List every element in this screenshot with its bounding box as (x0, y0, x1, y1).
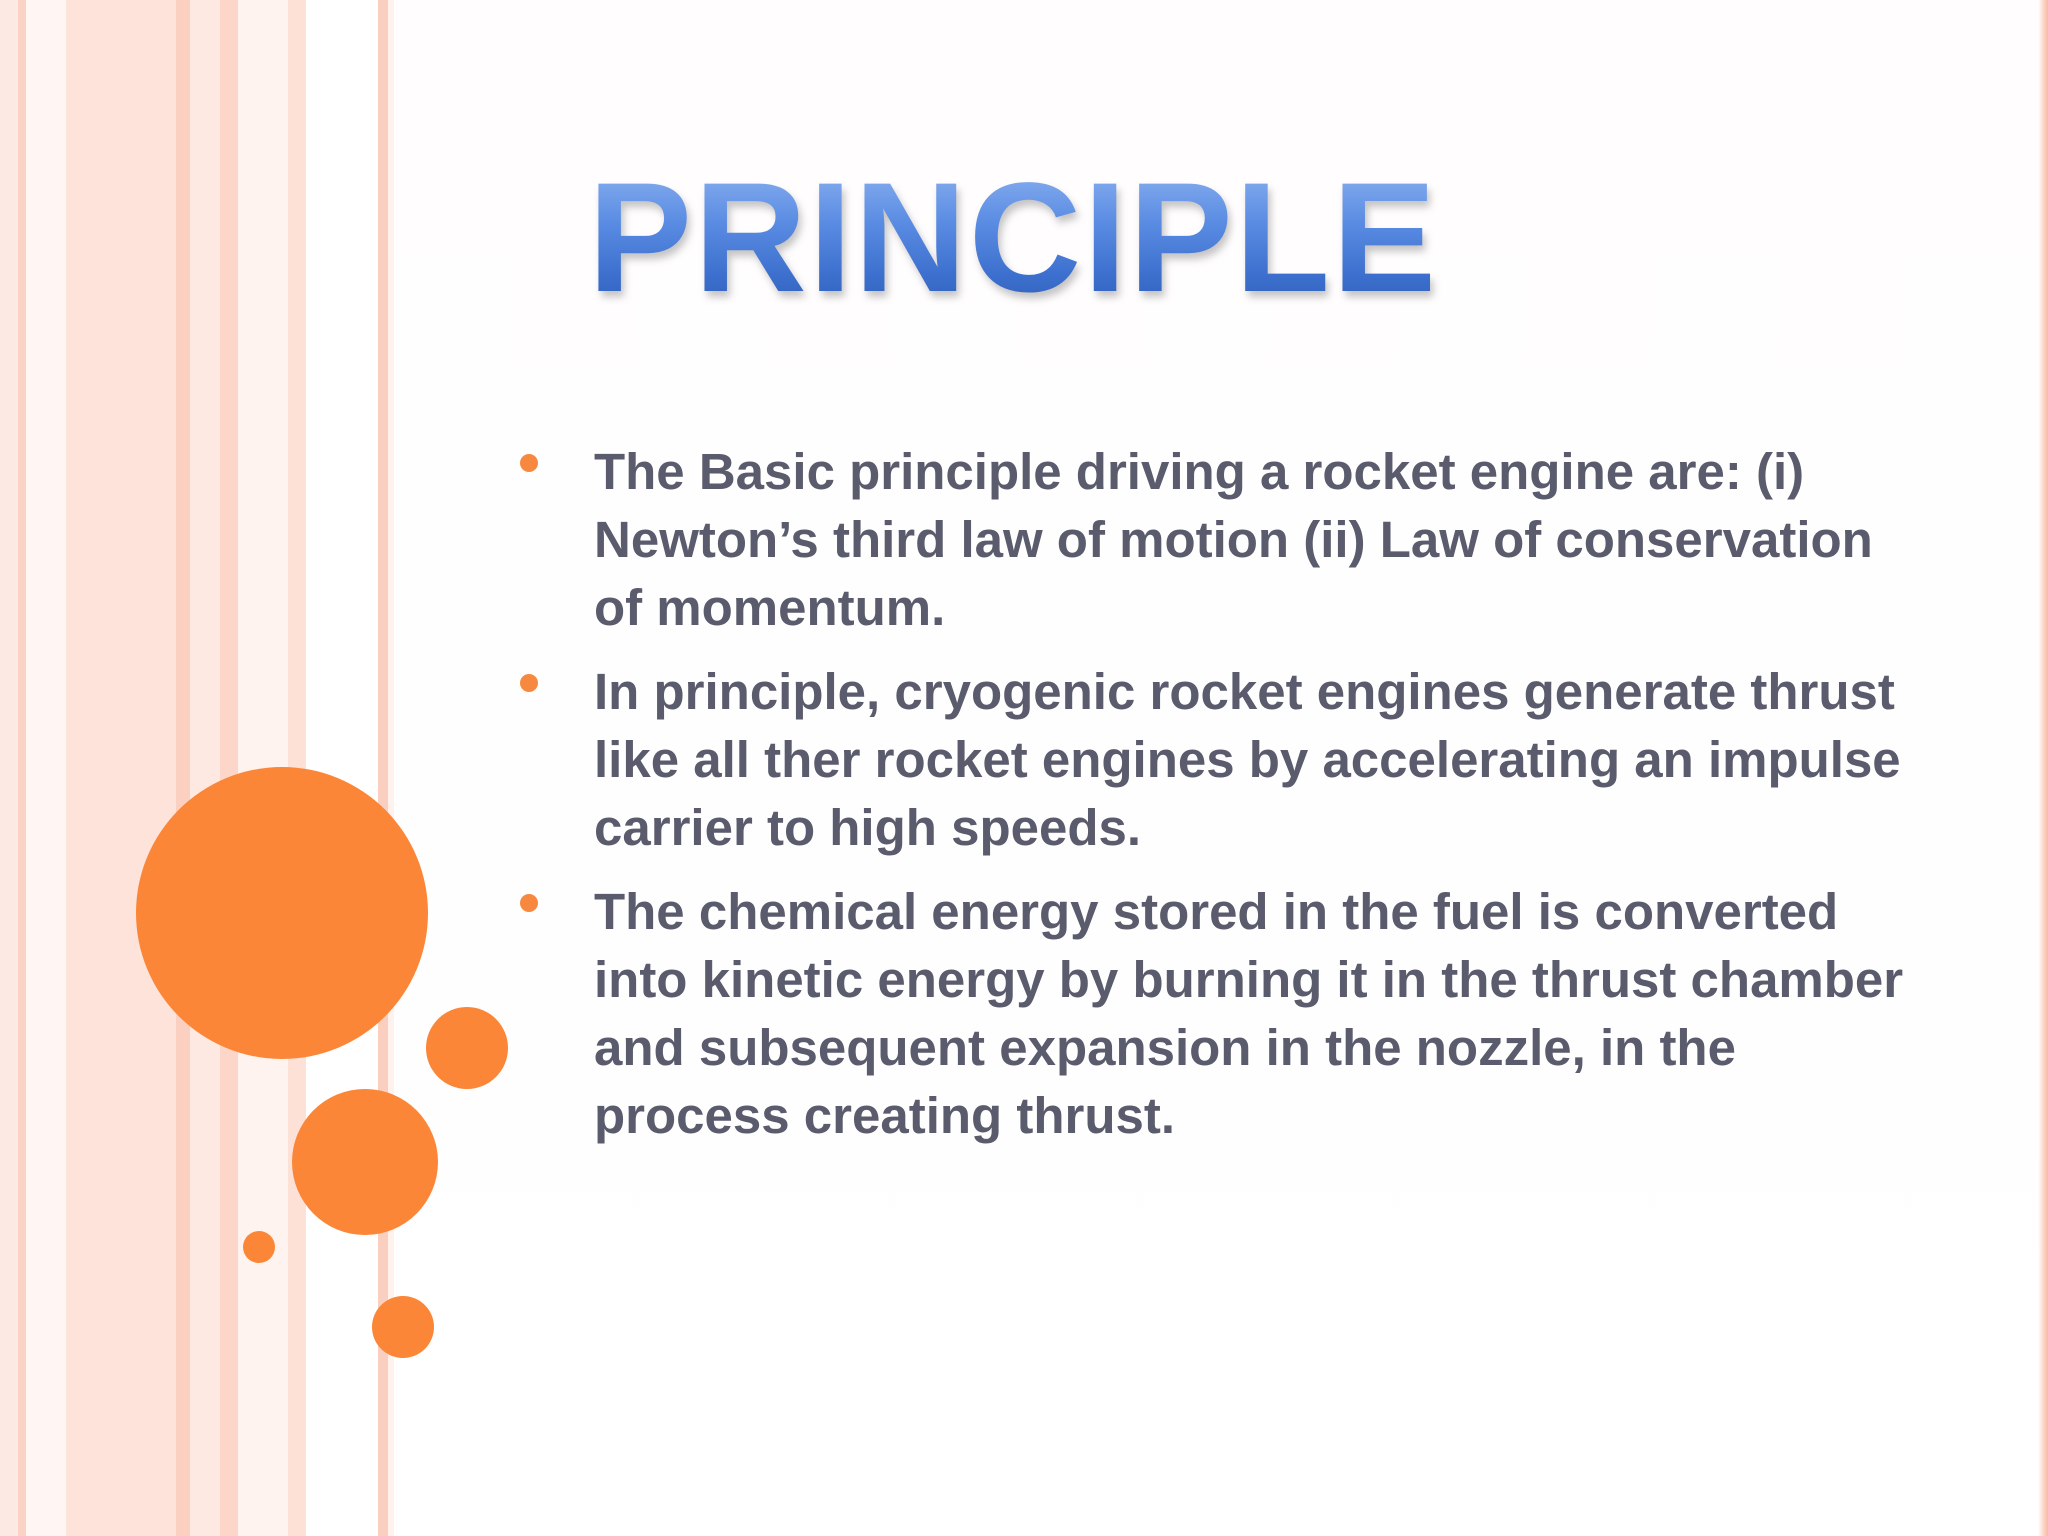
bullet-item (510, 658, 1910, 862)
decorative-circle-small (426, 1007, 508, 1089)
right-edge-stripe (2038, 0, 2048, 1536)
decorative-stripe (66, 0, 176, 1536)
slide-title: PRINCIPLE (588, 151, 1439, 325)
decorative-stripe (0, 0, 18, 1536)
decorative-circle-tiny (243, 1231, 275, 1263)
decorative-circle-large (136, 767, 428, 1059)
bullet-list (510, 438, 1910, 1166)
bullet-item (510, 878, 1910, 1150)
bullet-text: The chemical energy stored in the fuel is converted into kinetic energy by burning it in the thrust chamber and subsequent expansion in the nozzle, in the process creating thrust. (594, 883, 1904, 1144)
decorative-circle-medium (292, 1089, 438, 1235)
decorative-stripe (306, 0, 378, 1536)
bullet-dot-icon (520, 454, 538, 472)
decorative-stripe (26, 0, 66, 1536)
decorative-stripe (190, 0, 220, 1536)
decorative-stripe (220, 0, 238, 1536)
bullet-dot-icon (520, 674, 538, 692)
bullet-dot-icon (520, 894, 538, 912)
decorative-stripe (176, 0, 190, 1536)
bullet-text: The Basic principle driving a rocket engine are: (i) Newton’s third law of motion (ii) Law of conservation of momentum. (594, 443, 1873, 636)
decorative-circle-small (372, 1296, 434, 1358)
decorative-stripe (18, 0, 26, 1536)
bullet-item (510, 438, 1910, 642)
bullet-text: In principle, cryogenic rocket engines generate thrust like all ther rocket engines by accelerating an impulse carrier to high speeds. (594, 663, 1901, 856)
